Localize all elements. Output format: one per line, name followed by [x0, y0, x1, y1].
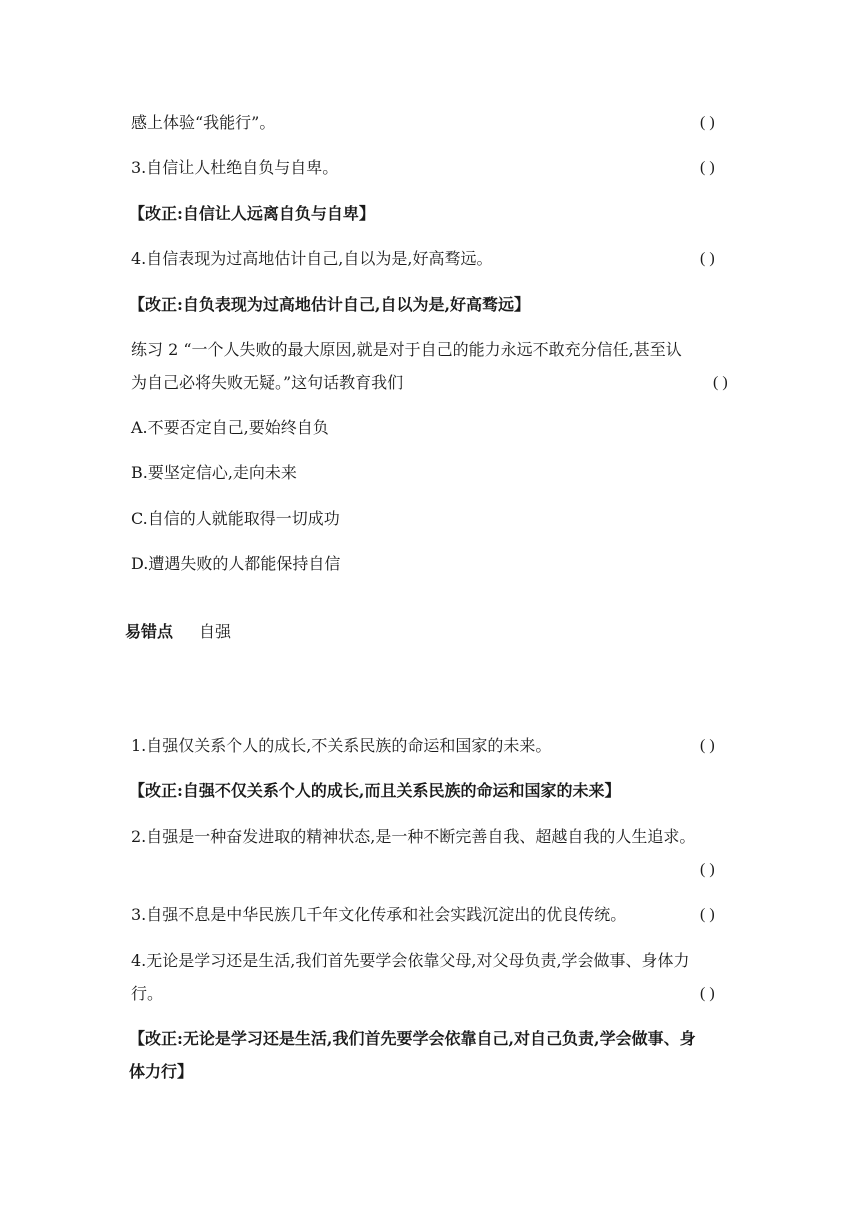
- option-d: D.遭遇失败的人都能保持自信: [131, 554, 341, 573]
- answer-parenthesis: ( ): [700, 737, 715, 754]
- option-b: B.要坚定信心,走向未来: [131, 463, 297, 482]
- answer-parenthesis: ( ): [700, 114, 715, 131]
- answer-parenthesis: ( ): [700, 985, 715, 1002]
- answer-parenthesis: ( ): [700, 159, 715, 176]
- answer-parenthesis: ( ): [700, 250, 715, 267]
- section-topic: 自强: [199, 622, 232, 641]
- section-heading: [125, 621, 231, 643]
- correction-3: 【改正:自信让人远离自负与自卑】: [129, 204, 375, 223]
- statement-continuation: 感上体验“我能行”。: [131, 113, 276, 132]
- statement-3: 3.自强不息是中华民族几千年文化传承和社会实践沉淀出的优良传统。: [131, 905, 627, 924]
- exercise-2-question-line-1: 练习 2 “一个人失败的最大原因,就是对于自己的能力永远不敢充分信任,甚至认: [131, 340, 682, 359]
- correction-4-line-2: 体力行】: [129, 1062, 194, 1081]
- exercise-2-question-line-2: 为自己必将失败无疑。”这句话教育我们: [131, 373, 404, 392]
- answer-parenthesis: ( ): [713, 374, 728, 391]
- statement-3: 3.自信让人杜绝自负与自卑。: [131, 158, 339, 177]
- statement-4-line-2: 行。: [131, 984, 164, 1003]
- correction-1: 【改正:自强不仅关系个人的成长,而且关系民族的命运和国家的未来】: [129, 781, 621, 800]
- option-a: A.不要否定自己,要始终自负: [131, 418, 329, 437]
- answer-parenthesis: ( ): [700, 906, 715, 923]
- option-c: C.自信的人就能取得一切成功: [131, 509, 340, 528]
- statement-2: 2.自强是一种奋发进取的精神状态,是一种不断完善自我、超越自我的人生追求。: [131, 827, 696, 846]
- statement-4: 4.自信表现为过高地估计自己,自以为是,好高骛远。: [131, 249, 493, 268]
- statement-1: 1.自强仅关系个人的成长,不关系民族的命运和国家的未来。: [131, 736, 552, 755]
- section-label: 易错点: [125, 622, 174, 641]
- correction-4: 【改正:自负表现为过高地估计自己,自以为是,好高骛远】: [129, 295, 531, 314]
- answer-parenthesis: ( ): [700, 861, 715, 878]
- statement-4-line-1: 4.无论是学习还是生活,我们首先要学会依靠父母,对父母负责,学会做事、身体力: [131, 951, 690, 970]
- correction-4-line-1: 【改正:无论是学习还是生活,我们首先要学会依靠自己,对自己负责,学会做事、身: [129, 1029, 696, 1048]
